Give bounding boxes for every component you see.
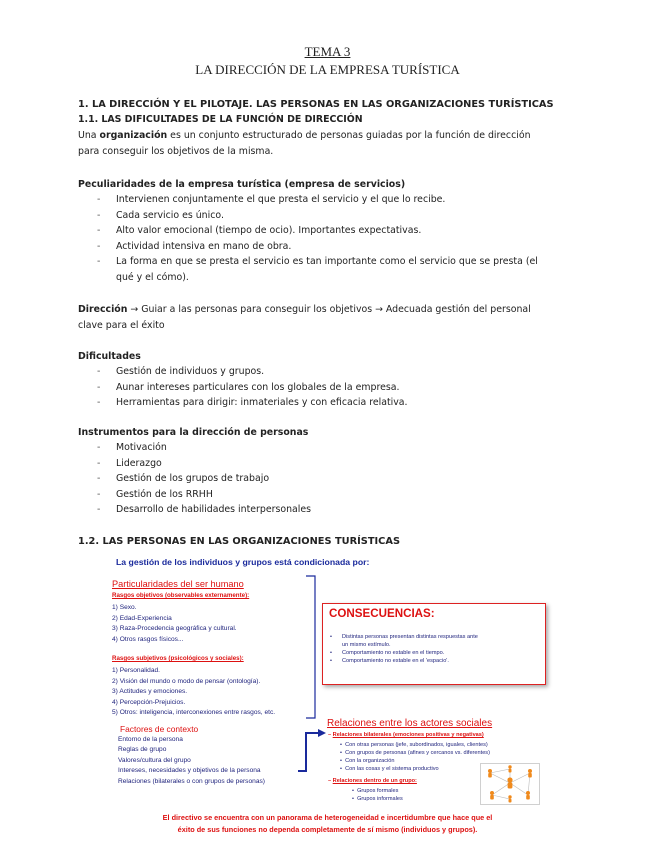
list-item: • Grupos informales — [352, 796, 403, 803]
list-item: • Con otras personas (jefe, subordinados, iguales, clientes) — [340, 742, 488, 748]
list-item: - Aunar intereses particulares con los globales de la empresa. — [97, 380, 408, 396]
factores-contexto-list — [118, 735, 265, 787]
relaciones-title: Relaciones entre los actores sociales — [327, 718, 493, 729]
list-item: 1) Personalidad. — [112, 667, 161, 674]
list-item: Valores/cultura del grupo — [118, 756, 191, 764]
relaciones-bilaterales-list — [340, 741, 490, 773]
tema-title: TEMA 3 — [304, 44, 351, 59]
list-item: - Gestión de individuos y grupos. — [97, 364, 408, 380]
list-item: - Herramientas para dirigir: inmateriales y con eficacia relativa. — [97, 395, 408, 411]
direccion-paragraph-line2: clave para el éxito — [78, 320, 165, 331]
list-item: Intereses, necesidades y objetivos de la persona — [118, 767, 261, 775]
list-item: 5) Otros: inteligencia, interconexiones entre rasgos, etc. — [112, 709, 276, 717]
instrumentos-title: Instrumentos para la dirección de personas — [78, 427, 309, 438]
list-item: 3) Actitudes y emociones. — [112, 688, 188, 696]
peculiaridades-title: Peculiaridades de la empresa turística (empresa de servicios) — [78, 179, 406, 190]
list-item: Reglas de grupo — [118, 746, 167, 754]
list-item: - Intervienen conjuntamente el que presta el servicio y el que lo recibe. — [97, 192, 538, 208]
list-item: - Alto valor emocional (tiempo de ocio). Importantes expectativas. — [97, 223, 538, 239]
bracket-connector — [306, 576, 315, 718]
consecuencias-list — [330, 633, 478, 665]
list-item: - Liderazgo — [97, 456, 311, 472]
list-item: 1) Sexo. — [112, 604, 137, 611]
intro-paragraph: Una organización es un conjunto estructurado de personas guiadas por la función de dirección — [78, 130, 531, 141]
document-title: LA DIRECCIÓN DE LA EMPRESA TURÍSTICA — [195, 62, 460, 77]
section-1-2-heading: 1.2. LAS PERSONAS EN LAS ORGANIZACIONES TURÍSTICAS — [78, 536, 401, 547]
list-item: • Con las cosas y el sistema productivo — [340, 766, 439, 773]
diagram-footer: El directivo se encuentra con un panorama de heterogeneidad e incertidumbre que hace que el éxito de sus funciones no dependa completamente de sí mismo (individuos y grupos). — [162, 813, 493, 834]
list-item: un mismo estímulo. — [342, 642, 391, 649]
list-item: 3) Raza-Procedencia geográfica y cultural. — [112, 625, 237, 633]
social-network-illustration-icon — [480, 763, 540, 805]
list-item: - Gestión de los grupos de trabajo — [97, 471, 311, 487]
list-item: - La forma en que se presta el servicio es tan importante como el servicio que se presta (el — [97, 254, 538, 270]
factores-contexto-title: Factores de contexto — [120, 724, 199, 734]
consecuencias-title: CONSECUENCIAS: — [329, 607, 435, 620]
list-item: • Grupos formales — [352, 788, 399, 794]
list-item: • Comportamiento no estable en el tiempo. — [330, 650, 445, 657]
list-item: • Con la organización — [340, 758, 395, 765]
list-item: - Gestión de los RRHH — [97, 487, 311, 503]
consecuencias-box — [322, 603, 546, 685]
particularidades-title: Particularidades del ser humano — [112, 579, 244, 589]
list-item: - Cada servicio es único. — [97, 208, 538, 224]
list-item: - Motivación — [97, 440, 311, 456]
list-item: 4) Percepción-Prejuicios. — [112, 698, 186, 706]
dificultades-title: Dificultades — [78, 351, 141, 362]
list-item: - Desarrollo de habilidades interpersonales — [97, 502, 311, 518]
list-item: • Con grupos de personas (afines y cercanos vs. diferentes) — [340, 750, 490, 757]
list-item: • Distintas personas presentan distintas respuestas ante — [330, 634, 478, 640]
list-item: Entorno de la persona — [118, 736, 183, 743]
relaciones-grupo-title: – Relaciones dentro de un grupo: — [328, 778, 417, 784]
rasgos-objetivos-title: Rasgos objetivos (observables externamente): — [112, 592, 250, 599]
arrow-icon — [318, 729, 326, 737]
section-1-heading: 1. LA DIRECCIÓN Y EL PILOTAJE. LAS PERSONAS EN LAS ORGANIZACIONES TURÍSTICAS — [78, 99, 554, 110]
diagram-title: La gestión de los individuos y grupos está condicionada por: — [116, 557, 370, 567]
section-1-1-heading: 1.1. LAS DIFICULTADES DE LA FUNCIÓN DE DIRECCIÓN — [78, 114, 363, 125]
list-item: • Comportamiento no estable en el 'espacio'. — [330, 658, 449, 665]
intro-paragraph-line2: para conseguir los objetivos de la misma. — [78, 146, 274, 157]
list-item: - Actividad intensiva en mano de obra. — [97, 239, 538, 255]
list-item: 2) Visión del mundo o modo de pensar (ontología). — [112, 677, 261, 685]
list-item: Relaciones (bilaterales o con grupos de personas) — [118, 777, 265, 785]
direccion-paragraph: Dirección → Guiar a las personas para conseguir los objetivos → Adecuada gestión del personal — [78, 304, 531, 315]
rasgos-subjetivos-title: Rasgos subjetivos (psicológicos y sociales): — [112, 655, 244, 662]
peculiaridades-continuation: qué y el cómo). — [116, 272, 189, 283]
relaciones-grupo-list — [352, 787, 403, 803]
relaciones-bilaterales-title: – Relaciones bilaterales (emociones positivas y negativas) — [328, 732, 484, 738]
list-item: 2) Edad-Experiencia — [112, 614, 172, 622]
list-item: 4) Otros rasgos físicos... — [112, 635, 184, 643]
